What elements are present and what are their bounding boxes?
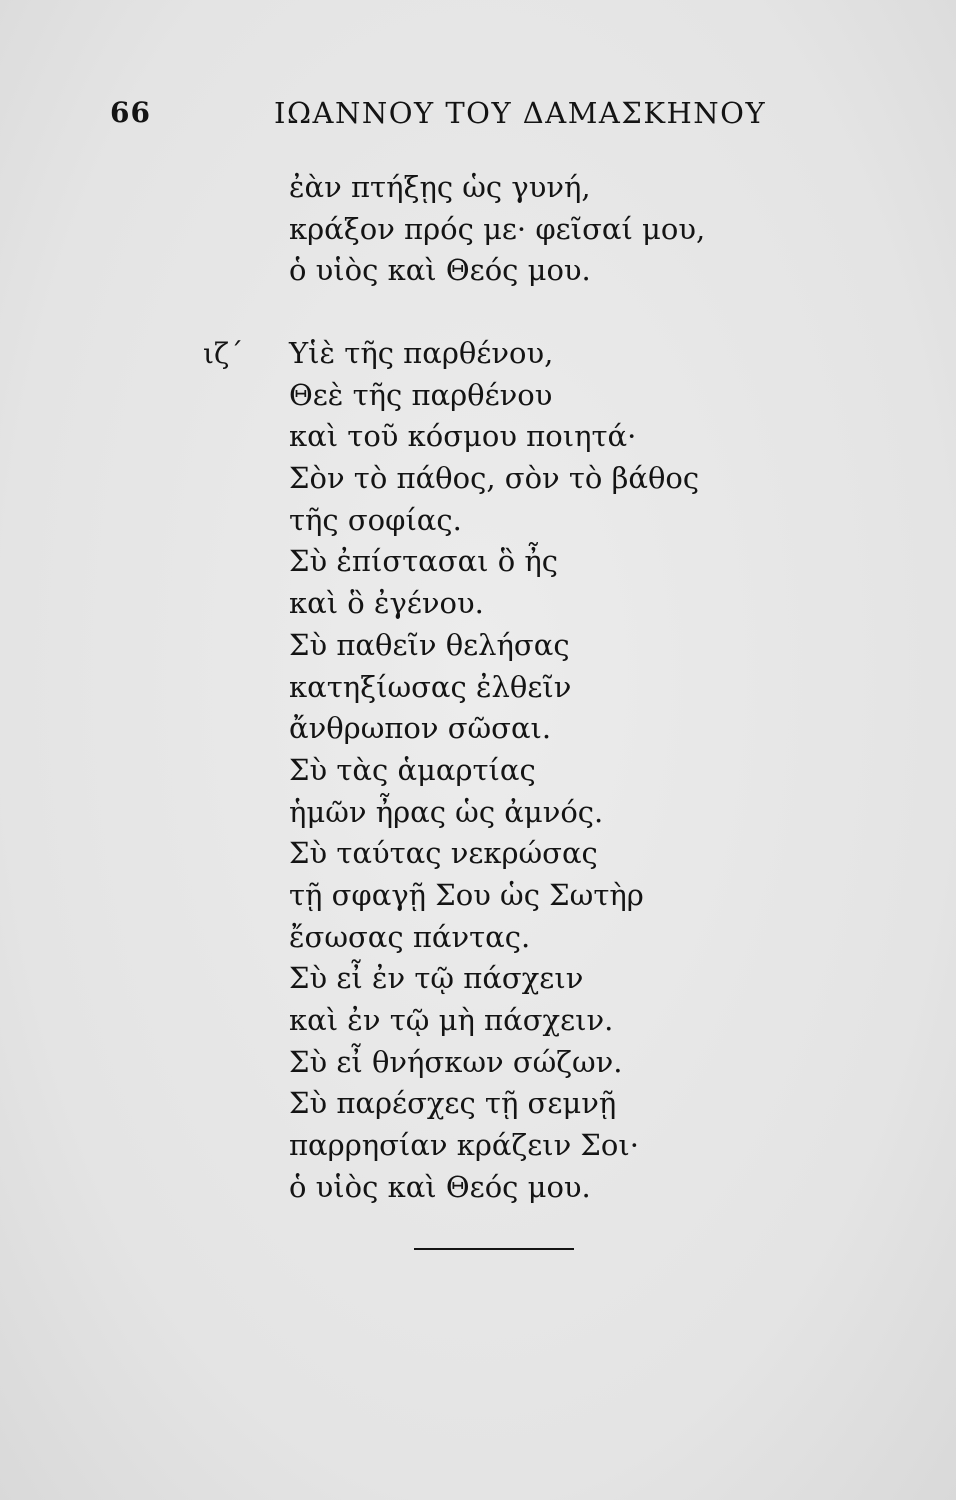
verse-line: ὁ υἱὸς καὶ Θεός μου. xyxy=(289,253,591,288)
verse-line: Σὺ ἐπίστασαι ὃ ἦς xyxy=(289,544,559,579)
verse-line: ἡμῶν ἦρας ὡς ἀμνός. xyxy=(289,794,604,829)
running-head: ΙΩΑΝΝΟΥ ΤΟΥ ΔΑΜΑΣΚΗΝΟΥ xyxy=(274,96,767,130)
verse-line: καὶ ὃ ἐγένου. xyxy=(289,586,484,621)
verse-line: τῇ σφαγῇ Σου ὡς Σωτὴρ xyxy=(289,877,644,912)
verse-line: καὶ ἐν τῷ μὴ πάσχειν. xyxy=(289,1003,614,1037)
verse-line: Σὺ ταύτας νεκρώσας xyxy=(289,836,598,871)
verse-line: τῆς σοφίας. xyxy=(289,502,462,537)
verse-line: Σὺ παθεῖν θελήσας xyxy=(289,627,570,662)
verse-line: Σὺ εἶ θνήσκων σώζων. xyxy=(289,1044,623,1079)
stanza-number: ιζ΄ xyxy=(203,337,244,370)
verse-line: Σὺ εἶ ἐν τῷ πάσχειν xyxy=(289,961,584,996)
verse-line: κράξον πρός με· φεῖσαί μου, xyxy=(289,211,706,246)
verse-line: Σὸν τὸ πάθος, σὸν τὸ βάθος xyxy=(289,461,700,496)
verse-line: Σὺ παρέσχες τῇ σεμνῇ xyxy=(289,1086,617,1121)
verse-line: ἔσωσας πάντας. xyxy=(289,919,531,954)
verse-line: κατηξίωσας ἐλθεῖν xyxy=(289,669,572,704)
verse-line: ἐὰν πτήξῃς ὡς γυνή, xyxy=(289,170,591,204)
verse-line: ὁ υἱὸς καὶ Θεός μου. xyxy=(289,1169,591,1204)
page-number: 66 xyxy=(110,96,151,129)
verse-line: ἄνθρωπον σῶσαι. xyxy=(289,711,552,746)
verse-line: Θεὲ τῆς παρθένου xyxy=(289,377,553,412)
verse-block-stanza-17 xyxy=(289,333,789,1208)
verse-line: Σὺ τὰς ἁμαρτίας xyxy=(289,752,536,787)
verse-line: Υἱὲ τῆς παρθένου, xyxy=(289,336,554,370)
closing-rule xyxy=(414,1248,574,1250)
verse-line: παρρησίαν κράζειν Σοι· xyxy=(289,1128,639,1163)
verse-line: καὶ τοῦ κόσμου ποιητά· xyxy=(289,419,637,454)
verse-block-continued xyxy=(289,167,789,292)
